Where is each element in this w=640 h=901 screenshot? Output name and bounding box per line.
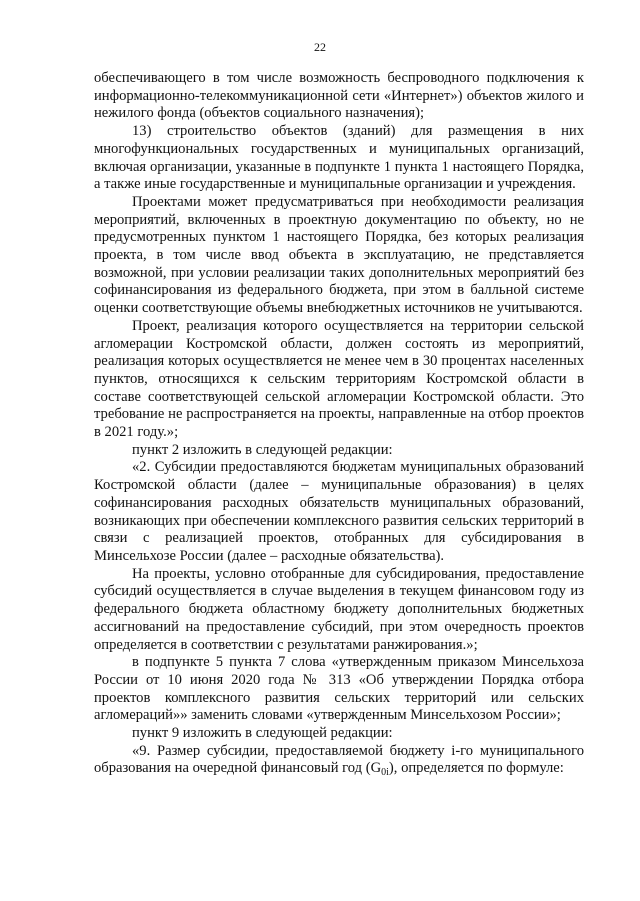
formula-subscript: 0i	[381, 767, 389, 779]
paragraph-amend-item-9: пункт 9 изложить в следующей редакции:	[132, 725, 393, 742]
paragraph-item-13: 13) строительство объектов (зданий) для размещения в них многофункциональных государственных и муниципальных организаций, включая организации, указанные в подпункте 1 пункта 1 настоящего Порядка, а также иные государственные и муниципальные организации и учреждения.	[94, 123, 584, 193]
formula-text-after: ), определяется по формуле:	[388, 760, 564, 777]
paragraph-agglomeration-project: Проект, реализация которого осуществляется на территории сельской агломерации Костромской области, должен состоять из мероприятий, реализация которых осуществляется не менее чем в 30 процентах населенных пунктов, относящихся к сельским территориям Костромской области в составе соответствующей сельской агломерации Костромской области. Это требование не распространяется на проекты, направленные на отбор проектов в 2021 году.»;	[94, 317, 584, 441]
paragraph-item-9-formula	[94, 743, 584, 778]
paragraph-continuation: обеспечивающего в том числе возможность беспроводного подключения к информационно-телекоммуникационной сети «Интернет») объектов жилого и нежилого фонда (объектов социального назначения);	[94, 70, 584, 122]
paragraph-projects-measures: Проектами может предусматриваться при необходимости реализация мероприятий, включенных в проектную документацию по объекту, но не предусмотренных пунктом 1 настоящего Порядка, без которых реализация проекта, в том числе ввод объекта в эксплуатацию, не представляется возможной, при условии реализации таких дополнительных мероприятий без софинансирования из федерального бюджета, при этом в балльной системе оценки соответствующие объемы внебюджетных источников не учитываются.	[94, 193, 584, 317]
formula-text-before: «9. Размер субсидии, предоставляемой бюджету i-го муниципального образования на очередной финансовый год (G	[94, 742, 584, 777]
paragraph-item-2-subsidies: «2. Субсидии предоставляются бюджетам муниципальных образований Костромской области (далее – муниципальные образования) в целях софинансирования расходных обязательств муниципальных образований, возникающих при обеспечении комплексного развития сельских территорий в связи с реализацией проектов, отобранных для субсидирования в Минсельхозе России (далее – расходные обязательства).	[94, 459, 584, 564]
page-number: 22	[314, 40, 326, 54]
paragraph-conditional-projects: На проекты, условно отобранные для субсидирования, предоставление субсидий осуществляется в случае выделения в текущем финансовом году из федерального бюджета областному бюджету дополнительных бюджетных ассигнований на предоставление субсидий, при этом очередность проектов определяется в соответствии с результатами ранжирования.»;	[94, 565, 584, 653]
document-body	[94, 70, 584, 778]
paragraph-subitem-5-item-7: в подпункте 5 пункта 7 слова «утвержденным приказом Минсельхоза России от 10 июня 2020 года № 313 «Об утверждении Порядка отбора проектов комплексного развития сельских территорий или сельских агломераций»» заменить словами «утвержденным Минсельхозом России»;	[94, 654, 584, 724]
paragraph-amend-item-2: пункт 2 изложить в следующей редакции:	[132, 441, 393, 458]
